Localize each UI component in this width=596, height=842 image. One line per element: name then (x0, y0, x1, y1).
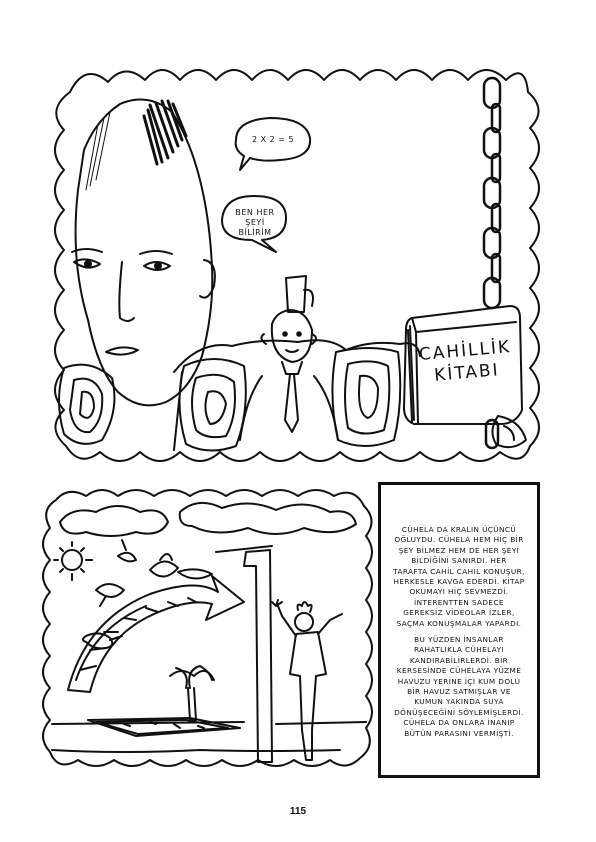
caption-box (378, 482, 540, 778)
diving-tower (244, 550, 272, 762)
page-number: 115 (289, 806, 307, 817)
bird-3 (96, 584, 124, 606)
bubble-claim-line-2: BİLİRİM (238, 228, 272, 237)
cloud-left (60, 506, 168, 536)
bird-4 (178, 569, 212, 578)
sand-pool (88, 718, 240, 736)
man-head (295, 613, 313, 631)
palm-tree (176, 666, 212, 720)
book-title-line-2: KİTABI (433, 360, 501, 386)
bubble-math: 2 X 2 = 5 (251, 135, 295, 144)
cloud-right (180, 503, 356, 534)
bird-2 (150, 554, 178, 577)
man-body (290, 632, 326, 760)
book-title-line-1: CAHİLLİK (418, 337, 512, 366)
bubble-claim-line-1: BEN HER ŞEYİ (235, 208, 275, 227)
caption-paragraph-1: CÜHELA DA KRALIN ÜÇÜNCÜ OĞLUYDU. CÜHELA HEM HİÇ BİR ŞEY BİLMEZ HEM DE HER ŞEYİ BİLDİĞİNİ SANIRDI. HER TARAFTA CAHİL CAHİL KONUŞUR, HERKESLE KAVGA EDERDİ. KİTAP OKUMAYI HİÇ SEVMEZDİ. İNTERENTTEN SADECE GEREKSİZ VİDEOLAR İZLER, SAÇMA KONUŞMALAR YAPARDI. (393, 525, 525, 628)
sun (62, 550, 82, 570)
caption-paragraph-2: BU YÜZDEN İNSANLAR RAHATLIKLA CÜHELAYI KANDIRABİLİRLERDİ. BİR KERSESİNDE CÜHELAYA YÜZME HAVUZU YERİNE İÇİ KUM DOLU BİR HAVUZ SATMIŞLAR VE KUMUN YAKINDA SUYA DÖNÜŞECEĞİNİ SÖYLEMİŞLERDİ. CÜHELA DA ONLARA İNANIP BÜTÜN PARASINI VERMİŞTİ. (394, 635, 524, 738)
bird-1 (118, 540, 136, 561)
